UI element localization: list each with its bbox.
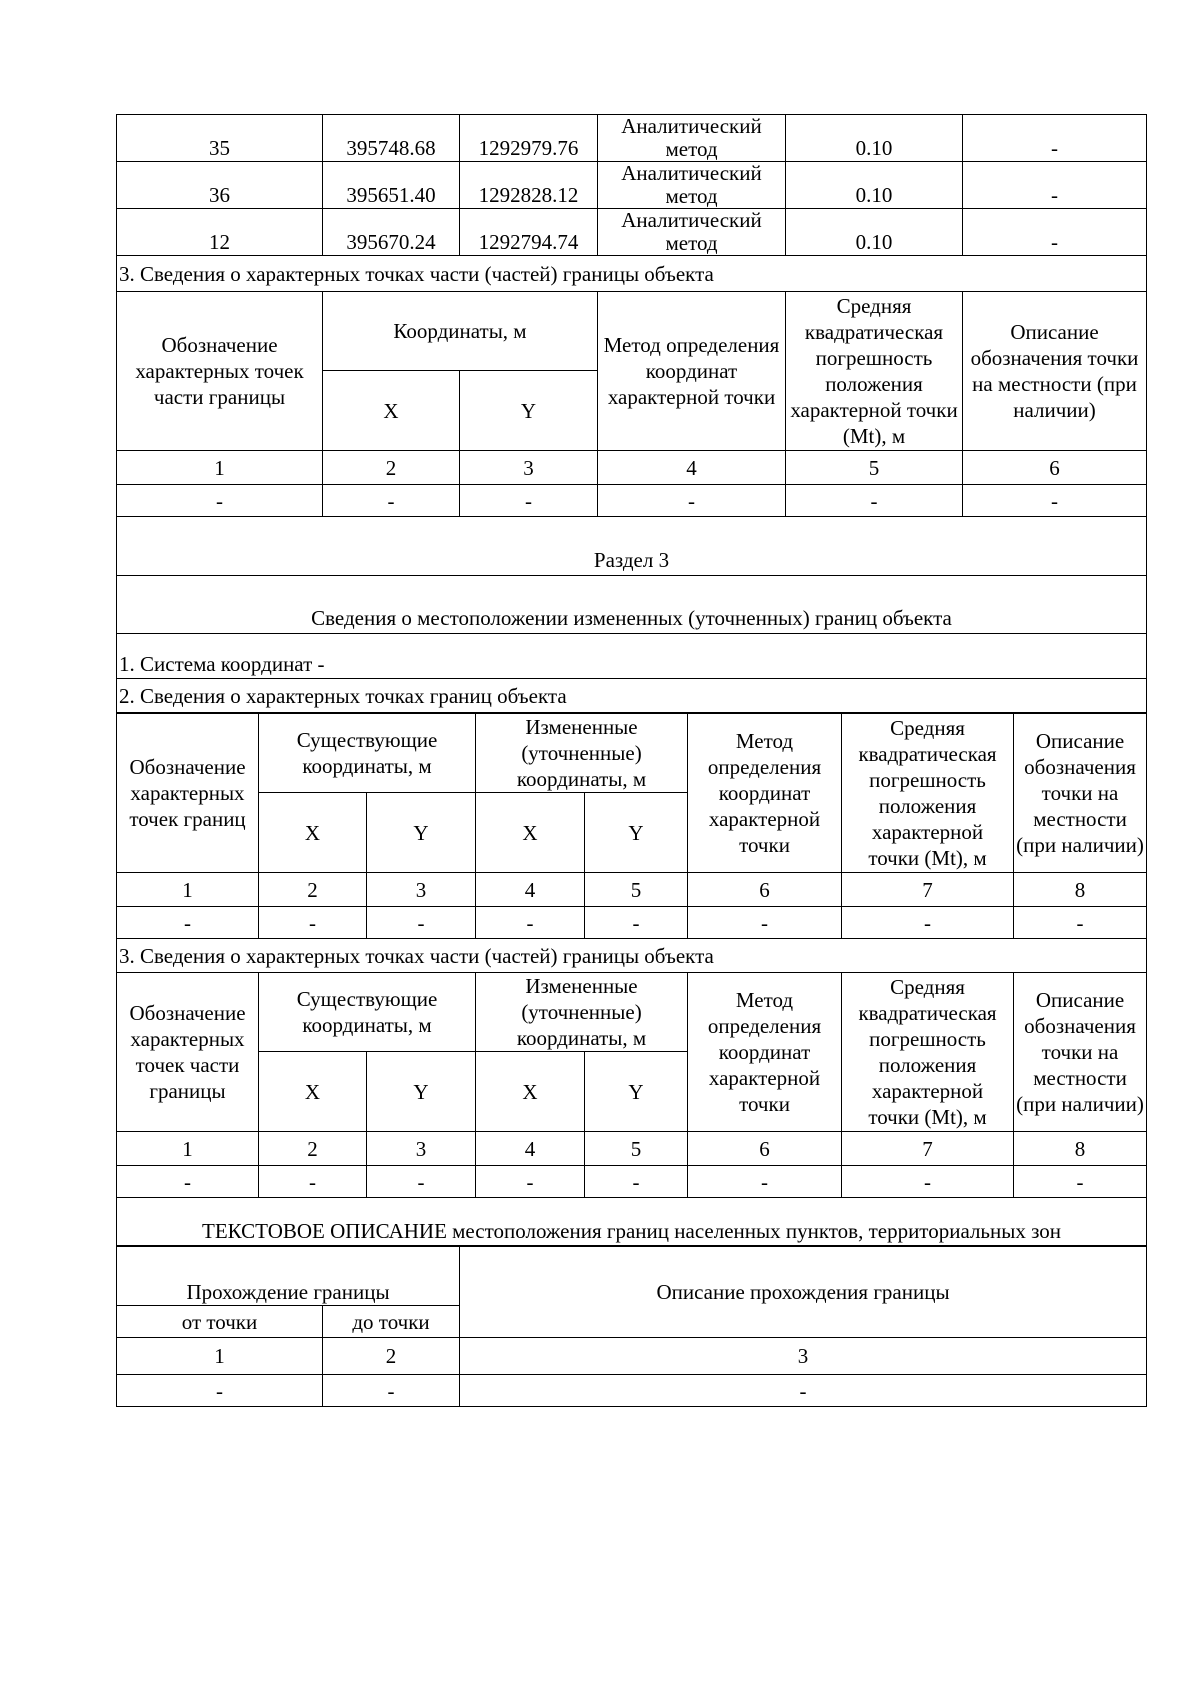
method-line2: метод	[665, 231, 718, 255]
desc-cell: -	[963, 162, 1147, 209]
header-x: X	[476, 793, 585, 873]
header-x: X	[259, 793, 367, 873]
x-cell: 395651.40	[323, 162, 460, 209]
table-row	[117, 939, 1147, 973]
col-number: 2	[323, 1338, 460, 1375]
points-continuation-table	[116, 114, 1147, 713]
table-row	[117, 517, 1147, 576]
empty-cell: -	[1014, 1166, 1147, 1198]
header-point: Обозначение характерных точек части границы	[117, 292, 323, 451]
col-number: 2	[323, 451, 460, 485]
empty-cell: -	[476, 907, 585, 939]
col-number: 1	[117, 451, 323, 485]
header-desc: Описание обозначения точки на местности (при наличии)	[1014, 973, 1147, 1132]
col-number: 1	[117, 1338, 323, 1375]
desc-cell: -	[963, 209, 1147, 256]
y-cell: 1292794.74	[460, 209, 598, 256]
table-row	[117, 679, 1147, 713]
empty-cell: -	[842, 907, 1014, 939]
empty-cell: -	[585, 907, 688, 939]
empty-cell: -	[460, 1375, 1147, 1407]
accuracy-cell: 0.10	[786, 162, 963, 209]
table-row	[117, 1338, 1147, 1375]
empty-cell: -	[117, 485, 323, 517]
empty-cell: -	[842, 1166, 1014, 1198]
col-number: 2	[259, 1132, 367, 1166]
table-row	[117, 162, 1147, 209]
table-row	[117, 256, 1147, 292]
col-number: 4	[598, 451, 786, 485]
coord-system: 1. Система координат -	[117, 634, 1147, 679]
col-number: 3	[367, 873, 476, 907]
method-line2: метод	[665, 137, 718, 161]
document-frame	[116, 114, 1146, 1407]
col-number: 5	[585, 873, 688, 907]
table-row	[117, 576, 1147, 634]
point-cell: 35	[117, 115, 323, 162]
table-row	[117, 907, 1147, 939]
header-point: Обозначение характерных точек части границы	[117, 973, 259, 1132]
col-number: 4	[476, 873, 585, 907]
x-cell: 395670.24	[323, 209, 460, 256]
table-row	[117, 209, 1147, 256]
table-row	[117, 714, 1147, 793]
table-row	[117, 451, 1147, 485]
table-row	[117, 1132, 1147, 1166]
header-changed: Измененные (уточненные) координаты, м	[476, 973, 688, 1052]
header-existing: Существующие координаты, м	[259, 973, 476, 1052]
empty-cell: -	[117, 907, 259, 939]
section-title: Раздел 3	[117, 517, 1147, 576]
col-number: 3	[460, 1338, 1147, 1375]
header-accuracy: Средняя квадратическая погрешность положения характерной точки (Mt), м	[842, 714, 1014, 873]
empty-cell: -	[117, 1375, 323, 1407]
method-cell	[598, 115, 786, 162]
points-title: 2. Сведения о характерных точках границ объекта	[117, 679, 1147, 713]
col-number: 1	[117, 1132, 259, 1166]
header-accuracy: Средняя квадратическая погрешность положения характерной точки (Mt), м	[842, 973, 1014, 1132]
header-desc: Описание обозначения точки на местности (при наличии)	[1014, 714, 1147, 873]
header-from: от точки	[117, 1306, 323, 1338]
header-existing: Существующие координаты, м	[259, 714, 476, 793]
header-x: X	[476, 1052, 585, 1132]
header-y: Y	[367, 793, 476, 873]
header-y: Y	[585, 1052, 688, 1132]
method-line1: Аналитический	[621, 162, 762, 185]
header-x: X	[259, 1052, 367, 1132]
table-row	[117, 1198, 1147, 1246]
header-pass: Прохождение границы	[117, 1247, 460, 1306]
col-number: 6	[688, 1132, 842, 1166]
header-desc: Описание обозначения точки на местности (при наличии)	[963, 292, 1147, 451]
header-changed: Измененные (уточненные) координаты, м	[476, 714, 688, 793]
header-coords: Координаты, м	[323, 292, 598, 371]
table-row	[117, 1247, 1147, 1306]
empty-cell: -	[598, 485, 786, 517]
table-row	[117, 292, 1147, 371]
changed-points-table	[116, 713, 1147, 1246]
header-to: до точки	[323, 1306, 460, 1338]
point-cell: 12	[117, 209, 323, 256]
col-number: 7	[842, 1132, 1014, 1166]
method-line1: Аналитический	[621, 209, 762, 232]
text-desc-title: ТЕКСТОВОЕ ОПИСАНИЕ местоположения границ населенных пунктов, территориальных зон	[117, 1198, 1147, 1246]
empty-cell: -	[117, 1166, 259, 1198]
empty-cell: -	[688, 1166, 842, 1198]
col-number: 1	[117, 873, 259, 907]
empty-cell: -	[476, 1166, 585, 1198]
col-number: 7	[842, 873, 1014, 907]
x-cell: 395748.68	[323, 115, 460, 162]
col-number: 8	[1014, 1132, 1147, 1166]
y-cell: 1292828.12	[460, 162, 598, 209]
table-row	[117, 1166, 1147, 1198]
accuracy-cell: 0.10	[786, 115, 963, 162]
method-cell	[598, 162, 786, 209]
empty-cell: -	[688, 907, 842, 939]
col-number: 4	[476, 1132, 585, 1166]
header-point: Обозначение характерных точек границ	[117, 714, 259, 873]
method-line1: Аналитический	[621, 115, 762, 138]
empty-cell: -	[259, 1166, 367, 1198]
section-subtitle: Сведения о местоположении измененных (уточненных) границ объекта	[117, 576, 1147, 634]
empty-cell: -	[367, 1166, 476, 1198]
empty-cell: -	[1014, 907, 1147, 939]
table-row	[117, 1375, 1147, 1407]
table-row	[117, 115, 1147, 162]
empty-cell: -	[460, 485, 598, 517]
col-number: 8	[1014, 873, 1147, 907]
table-row	[117, 634, 1147, 679]
header-method: Метод определения координат характерной точки	[598, 292, 786, 451]
col-number: 6	[963, 451, 1147, 485]
empty-cell: -	[323, 485, 460, 517]
method-cell	[598, 209, 786, 256]
table-row	[117, 485, 1147, 517]
header-y: Y	[367, 1052, 476, 1132]
header-method: Метод определения координат характерной точки	[688, 714, 842, 873]
desc-cell: -	[963, 115, 1147, 162]
header-method: Метод определения координат характерной точки	[688, 973, 842, 1132]
empty-cell: -	[259, 907, 367, 939]
col-number: 3	[460, 451, 598, 485]
header-y: Y	[460, 371, 598, 451]
method-line2: метод	[665, 184, 718, 208]
col-number: 6	[688, 873, 842, 907]
part-points-title: 3. Сведения о характерных точках части (частей) границы объекта	[117, 256, 1147, 292]
header-y: Y	[585, 793, 688, 873]
part-title: 3. Сведения о характерных точках части (частей) границы объекта	[117, 939, 1147, 973]
empty-cell: -	[367, 907, 476, 939]
col-number: 5	[786, 451, 963, 485]
empty-cell: -	[963, 485, 1147, 517]
y-cell: 1292979.76	[460, 115, 598, 162]
table-row	[117, 973, 1147, 1052]
empty-cell: -	[786, 485, 963, 517]
header-accuracy: Средняя квадратическая погрешность положения характерной точки (Mt), м	[786, 292, 963, 451]
empty-cell: -	[585, 1166, 688, 1198]
empty-cell: -	[323, 1375, 460, 1407]
header-x: X	[323, 371, 460, 451]
accuracy-cell: 0.10	[786, 209, 963, 256]
col-number: 5	[585, 1132, 688, 1166]
table-row	[117, 873, 1147, 907]
header-desc: Описание прохождения границы	[460, 1247, 1147, 1338]
col-number: 3	[367, 1132, 476, 1166]
col-number: 2	[259, 873, 367, 907]
point-cell: 36	[117, 162, 323, 209]
text-desc-table	[116, 1246, 1147, 1407]
